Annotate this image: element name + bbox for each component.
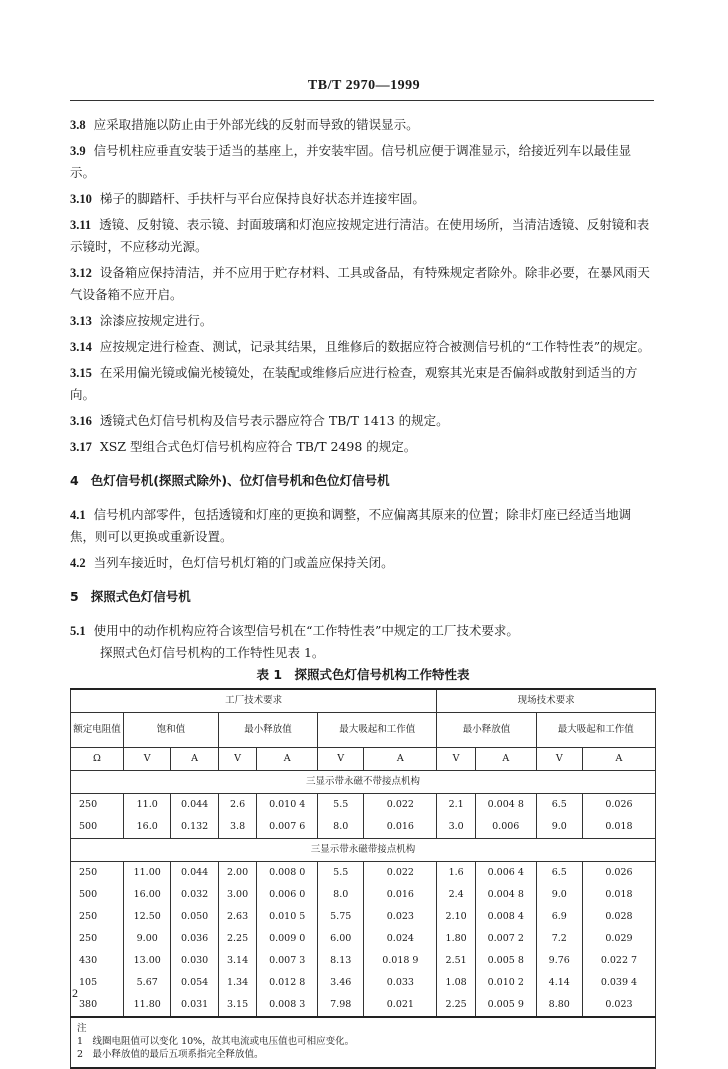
clause-number: 3.8 bbox=[70, 118, 86, 132]
unit-a: A bbox=[171, 748, 218, 771]
table-row bbox=[71, 794, 656, 817]
clause-text: 应采取措施以防止由于外部光线的反射而导致的错误显示。 bbox=[93, 117, 419, 132]
table-band-row bbox=[71, 771, 656, 794]
clause-4-2 bbox=[70, 552, 656, 574]
clause-text: 使用中的动作机构应符合该型信号机在“工作特性表”中规定的工厂技术要求。 bbox=[93, 623, 519, 638]
unit-a: A bbox=[582, 748, 655, 771]
table-cell: 0.033 bbox=[364, 972, 437, 994]
clause-4-1 bbox=[70, 504, 656, 548]
table-cell: 380 bbox=[71, 994, 124, 1017]
table-cell: 6.5 bbox=[536, 794, 582, 817]
clause-text: 在采用偏光镜或偏光棱镜处，在装配或维修后应进行检查，观察其光束是否偏斜或散射到适当的方向。 bbox=[70, 365, 638, 402]
unit-v: V bbox=[536, 748, 582, 771]
table-cell: 1.08 bbox=[437, 972, 476, 994]
table-row bbox=[71, 972, 656, 994]
table-cell: 250 bbox=[71, 928, 124, 950]
table-cell: 0.050 bbox=[171, 906, 218, 928]
table-cell: 9.0 bbox=[536, 884, 582, 906]
table-cell: 2.25 bbox=[437, 994, 476, 1017]
table-cell: 0.008 0 bbox=[257, 862, 318, 885]
section-5-heading bbox=[70, 586, 656, 608]
band-label-1: 三显示带永磁不带接点机构 bbox=[71, 771, 656, 794]
table-cell: 0.044 bbox=[171, 794, 218, 817]
table-cell: 8.80 bbox=[536, 994, 582, 1017]
clause-3-11 bbox=[70, 214, 656, 258]
table-cell: 2.1 bbox=[437, 794, 476, 817]
table-cell: 0.005 9 bbox=[475, 994, 536, 1017]
table-cell: 0.030 bbox=[171, 950, 218, 972]
table-cell: 11.80 bbox=[124, 994, 171, 1017]
table-cell: 0.016 bbox=[364, 884, 437, 906]
unit-v: V bbox=[318, 748, 364, 771]
unit-a: A bbox=[364, 748, 437, 771]
unit-v: V bbox=[437, 748, 476, 771]
table-notes bbox=[70, 1018, 656, 1069]
table-row bbox=[71, 950, 656, 972]
unit-ohm: Ω bbox=[71, 748, 124, 771]
table-group-header-row bbox=[71, 689, 656, 713]
characteristics-table bbox=[70, 688, 656, 1018]
table-cell: 6.00 bbox=[318, 928, 364, 950]
clauses-section-4 bbox=[70, 504, 656, 574]
table-cell: 0.008 4 bbox=[475, 906, 536, 928]
clause-3-13 bbox=[70, 310, 656, 332]
clause-text: 信号机柱应垂直安装于适当的基座上，并安装牢固。信号机应便于调准显示，给接近列车以最佳显示。 bbox=[70, 143, 632, 180]
unit-v: V bbox=[218, 748, 257, 771]
clause-number: 3.14 bbox=[70, 340, 92, 354]
table-unit-row bbox=[71, 748, 656, 771]
table-cell: 0.132 bbox=[171, 816, 218, 839]
clause-text: 设备箱应保持清洁，并不应用于贮存材料、工具或备品，有特殊规定者除外。除非必要，在暴风雨天气设备箱不应开启。 bbox=[70, 265, 650, 302]
note-item: 1 线圈电阻值可以变化 10%，故其电流或电压值也可相应变化。 bbox=[77, 1036, 355, 1047]
group-factory-header: 工厂技术要求 bbox=[71, 689, 437, 713]
table-cell: 2.63 bbox=[218, 906, 257, 928]
table-cell: 0.008 3 bbox=[257, 994, 318, 1017]
clause-number: 3.12 bbox=[70, 266, 92, 280]
col-saturation-header: 饱和值 bbox=[124, 713, 219, 748]
table-cell: 9.76 bbox=[536, 950, 582, 972]
table-cell: 2.25 bbox=[218, 928, 257, 950]
clause-number: 3.16 bbox=[70, 414, 92, 428]
clause-3-10 bbox=[70, 188, 656, 210]
table-cell: 3.00 bbox=[218, 884, 257, 906]
table-cell: 0.006 0 bbox=[257, 884, 318, 906]
clause-number: 4.1 bbox=[70, 508, 86, 522]
table-cell: 0.012 8 bbox=[257, 972, 318, 994]
clause-3-14 bbox=[70, 336, 656, 358]
col-field-max-pickup-header: 最大吸起和工作值 bbox=[536, 713, 655, 748]
table-cell: 3.14 bbox=[218, 950, 257, 972]
table-row bbox=[71, 994, 656, 1017]
table-cell: 16.00 bbox=[124, 884, 171, 906]
clause-number: 3.9 bbox=[70, 144, 86, 158]
table-cell: 0.054 bbox=[171, 972, 218, 994]
unit-v: V bbox=[124, 748, 171, 771]
table-cell: 13.00 bbox=[124, 950, 171, 972]
table-cell: 0.018 9 bbox=[364, 950, 437, 972]
clause-text: 涂漆应按规定进行。 bbox=[99, 313, 213, 328]
clause-5-1-continuation: 探照式色灯信号机构的工作特性见表 1。 bbox=[100, 645, 325, 660]
table-cell: 0.029 bbox=[582, 928, 655, 950]
clause-number: 3.10 bbox=[70, 192, 92, 206]
table-cell: 0.022 bbox=[364, 794, 437, 817]
clause-number: 3.11 bbox=[70, 218, 92, 232]
table-group-2-body bbox=[71, 862, 656, 1018]
note-item: 2 最小释放值的最后五项系指完全释放值。 bbox=[77, 1049, 264, 1060]
table-cell: 0.018 bbox=[582, 816, 655, 839]
table-cell: 0.021 bbox=[364, 994, 437, 1017]
table-cell: 11.0 bbox=[124, 794, 171, 817]
table-cell: 0.018 bbox=[582, 884, 655, 906]
table-cell: 3.46 bbox=[318, 972, 364, 994]
table-row bbox=[71, 928, 656, 950]
clause-number: 3.17 bbox=[70, 440, 92, 454]
table-cell: 2.51 bbox=[437, 950, 476, 972]
table-cell: 3.15 bbox=[218, 994, 257, 1017]
table-cell: 105 bbox=[71, 972, 124, 994]
table-cell: 5.5 bbox=[318, 794, 364, 817]
table-cell: 8.0 bbox=[318, 816, 364, 839]
col-max-pickup-header: 最大吸起和工作值 bbox=[318, 713, 437, 748]
col-resistance-header: 额定电阻值 bbox=[71, 713, 124, 748]
table-cell: 0.010 4 bbox=[257, 794, 318, 817]
table-cell: 0.024 bbox=[364, 928, 437, 950]
table-cell: 3.0 bbox=[437, 816, 476, 839]
clause-text: 透镜、反射镜、表示镜、封面玻璃和灯泡应按规定进行清洁。在使用场所，当清洁透镜、反射镜和表示镜时，不应移动光源。 bbox=[70, 217, 650, 254]
table-cell: 430 bbox=[71, 950, 124, 972]
table-cell: 1.80 bbox=[437, 928, 476, 950]
table-cell: 0.010 5 bbox=[257, 906, 318, 928]
clause-text: 透镜式色灯信号机构及信号表示器应符合 TB/T 1413 的规定。 bbox=[99, 413, 449, 428]
table-cell: 2.6 bbox=[218, 794, 257, 817]
section-4-heading bbox=[70, 470, 656, 492]
table-cell: 0.032 bbox=[171, 884, 218, 906]
table-cell: 0.023 bbox=[364, 906, 437, 928]
section-title: 色灯信号机(探照式除外)、位灯信号机和色位灯信号机 bbox=[90, 473, 390, 488]
table-cell: 0.044 bbox=[171, 862, 218, 885]
page-number: 2 bbox=[72, 986, 78, 1000]
clause-text: 梯子的脚踏杆、手扶杆与平台应保持良好状态并连接牢固。 bbox=[99, 191, 425, 206]
col-min-release-header: 最小释放值 bbox=[218, 713, 317, 748]
clause-3-17 bbox=[70, 436, 656, 458]
table-cell: 2.10 bbox=[437, 906, 476, 928]
col-field-min-release-header: 最小释放值 bbox=[437, 713, 536, 748]
table-cell: 0.004 8 bbox=[475, 884, 536, 906]
clause-3-8 bbox=[70, 114, 656, 136]
table-cell: 0.031 bbox=[171, 994, 218, 1017]
clause-3-9 bbox=[70, 140, 656, 184]
clause-number: 3.13 bbox=[70, 314, 92, 328]
section-number: 5 bbox=[70, 589, 79, 604]
table-row bbox=[71, 884, 656, 906]
clause-number: 3.15 bbox=[70, 366, 92, 380]
table-cell: 5.67 bbox=[124, 972, 171, 994]
table-row bbox=[71, 906, 656, 928]
table-cell: 0.022 7 bbox=[582, 950, 655, 972]
notes-label: 注 bbox=[77, 1023, 87, 1034]
clause-text: XSZ 型组合式色灯信号机构应符合 TB/T 2498 的规定。 bbox=[99, 439, 417, 454]
table-cell: 0.007 3 bbox=[257, 950, 318, 972]
clause-3-15 bbox=[70, 362, 656, 406]
table-cell: 5.75 bbox=[318, 906, 364, 928]
table-cell: 0.004 8 bbox=[475, 794, 536, 817]
table-cell: 11.00 bbox=[124, 862, 171, 885]
table-cell: 250 bbox=[71, 862, 124, 885]
section-number: 4 bbox=[70, 473, 79, 488]
unit-a: A bbox=[257, 748, 318, 771]
table-cell: 9.0 bbox=[536, 816, 582, 839]
table-cell: 6.5 bbox=[536, 862, 582, 885]
clause-text: 信号机内部零件，包括透镜和灯座的更换和调整，不应偏离其原来的位置；除非灯座已经适当地调焦，则可以更换或重新设置。 bbox=[70, 507, 632, 544]
clause-text: 当列车接近时，色灯信号机灯箱的门或盖应保持关闭。 bbox=[93, 555, 394, 570]
clause-number: 4.2 bbox=[70, 556, 86, 570]
table-cell: 250 bbox=[71, 906, 124, 928]
table-cell: 8.0 bbox=[318, 884, 364, 906]
table-cell: 2.00 bbox=[218, 862, 257, 885]
table-cell: 0.016 bbox=[364, 816, 437, 839]
table-cell: 3.8 bbox=[218, 816, 257, 839]
table-cell: 0.007 6 bbox=[257, 816, 318, 839]
table-cell: 0.026 bbox=[582, 862, 655, 885]
table-cell: 4.14 bbox=[536, 972, 582, 994]
table-cell: 0.028 bbox=[582, 906, 655, 928]
unit-a: A bbox=[475, 748, 536, 771]
clause-number: 5.1 bbox=[70, 624, 86, 638]
table-cell: 1.34 bbox=[218, 972, 257, 994]
table-cell: 0.039 4 bbox=[582, 972, 655, 994]
table-cell: 6.9 bbox=[536, 906, 582, 928]
group-field-header: 现场技术要求 bbox=[437, 689, 656, 713]
section-title: 探照式色灯信号机 bbox=[90, 589, 191, 604]
table-cell: 7.98 bbox=[318, 994, 364, 1017]
table-title: 表 1 探照式色灯信号机构工作特性表 bbox=[256, 667, 470, 682]
band-label-2: 三显示带永磁带接点机构 bbox=[71, 839, 656, 862]
table-cell: 250 bbox=[71, 794, 124, 817]
table-cell: 0.009 0 bbox=[257, 928, 318, 950]
header-rule bbox=[70, 100, 654, 101]
table-cell: 0.026 bbox=[582, 794, 655, 817]
table-cell: 500 bbox=[71, 884, 124, 906]
table-cell: 5.5 bbox=[318, 862, 364, 885]
document-header: TB/T 2970—1999 bbox=[307, 78, 421, 93]
document-body bbox=[70, 114, 656, 1069]
table-cell: 0.005 8 bbox=[475, 950, 536, 972]
table-cell: 0.007 2 bbox=[475, 928, 536, 950]
table-cell: 16.0 bbox=[124, 816, 171, 839]
table-group-1-body bbox=[71, 794, 656, 839]
table-cell: 500 bbox=[71, 816, 124, 839]
clause-5-1 bbox=[70, 620, 656, 642]
clause-3-12 bbox=[70, 262, 656, 306]
table-cell: 0.036 bbox=[171, 928, 218, 950]
table-cell: 0.022 bbox=[364, 862, 437, 885]
table-cell: 0.006 4 bbox=[475, 862, 536, 885]
table-cell: 7.2 bbox=[536, 928, 582, 950]
table-cell: 8.13 bbox=[318, 950, 364, 972]
table-cell: 0.023 bbox=[582, 994, 655, 1017]
table-row bbox=[71, 816, 656, 839]
table-row bbox=[71, 862, 656, 885]
table-band-row bbox=[71, 839, 656, 862]
table-column-header-row bbox=[71, 713, 656, 748]
table-cell: 9.00 bbox=[124, 928, 171, 950]
clauses-section-3 bbox=[70, 114, 656, 458]
table-cell: 1.6 bbox=[437, 862, 476, 885]
table-cell: 0.010 2 bbox=[475, 972, 536, 994]
table-cell: 0.006 bbox=[475, 816, 536, 839]
clause-3-16 bbox=[70, 410, 656, 432]
clause-text: 应按规定进行检查、测试，记录其结果，且维修后的数据应符合被测信号机的“工作特性表”的规定。 bbox=[99, 339, 651, 354]
table-cell: 12.50 bbox=[124, 906, 171, 928]
table-cell: 2.4 bbox=[437, 884, 476, 906]
